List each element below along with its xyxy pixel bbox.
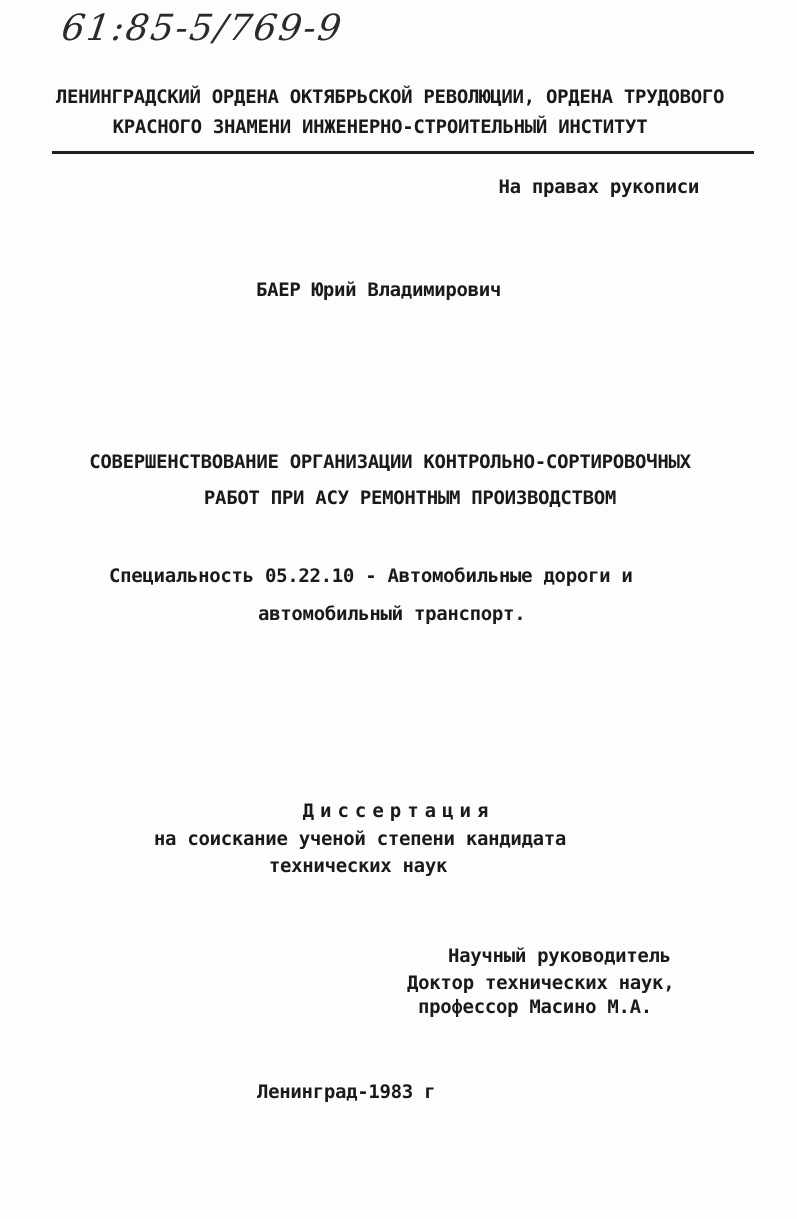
handwritten-catalog-code: 61:85-5/769-9	[59, 8, 346, 49]
header-divider	[52, 151, 754, 154]
specialty-line-2: автомобильный транспорт.	[258, 603, 526, 625]
rights-note: На правах рукописи	[498, 176, 699, 198]
supervisor-line-3: профессор Масино М.А.	[418, 996, 652, 1018]
specialty-line-1: Специальность 05.22.10 - Автомобильные дороги и	[109, 565, 633, 587]
degree-line-1: на соискание ученой степени кандидата	[153, 828, 567, 850]
institution-line-2: КРАСНОГО ЗНАМЕНИ ИНЖЕНЕРНО-СТРОИТЕЛЬНЫЙ ИНСТИТУТ	[112, 116, 648, 138]
dissertation-heading: Диссертация	[302, 800, 495, 822]
thesis-title-line-1: СОВЕРШЕНСТВОВАНИЕ ОРГАНИЗАЦИИ КОНТРОЛЬНО-СОРТИРОВОЧНЫХ	[89, 451, 691, 473]
degree-line-2: технических наук	[268, 855, 448, 877]
supervisor-line-1: Научный руководитель	[448, 945, 671, 967]
institution-line-1: ЛЕНИНГРАДСКИЙ ОРДЕНА ОКТЯБРЬСКОЙ РЕВОЛЮЦИИ, ОРДЕНА ТРУДОВОГО	[55, 86, 725, 108]
supervisor-line-2: Доктор технических наук,	[407, 972, 675, 994]
thesis-title-line-2: РАБОТ ПРИ АСУ РЕМОНТНЫМ ПРОИЗВОДСТВОМ	[203, 487, 617, 509]
city-year: Ленинград-1983 г	[257, 1081, 436, 1103]
author-name: БАЕР Юрий Владимирович	[256, 279, 502, 301]
